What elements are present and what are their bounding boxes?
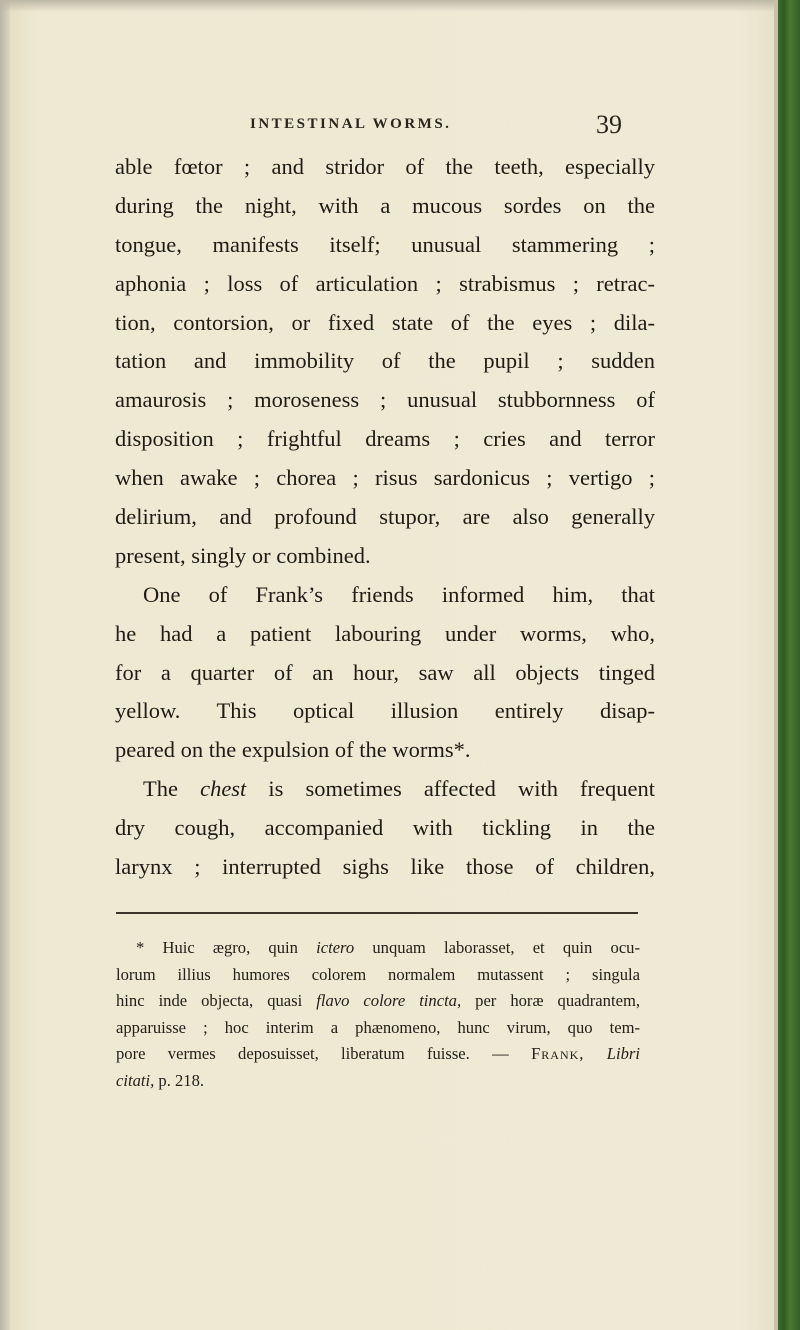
text-line: delirium, and profound stupor, are also generally (115, 504, 655, 530)
text-line: peared on the expulsion of the worms*. (115, 737, 471, 763)
text-line: he had a patient labouring under worms, who, (115, 620, 655, 646)
running-head: INTESTINAL WORMS. (250, 116, 452, 132)
footnote-rule (116, 912, 638, 914)
footnote-line (116, 1041, 640, 1068)
text-line: able fœtor ; and stridor of the teeth, especially (115, 154, 655, 179)
footnote-line (116, 935, 640, 962)
text-line: during the night, with a mucous sordes on the (115, 192, 655, 218)
text-line: tion, contorsion, or fixed state of the eyes ; dila- (115, 309, 655, 335)
author-name: Frank, (531, 1044, 585, 1064)
text-fragment: pore vermes deposuisset, liberatum fuisse. — (116, 1044, 532, 1064)
footnote-line (116, 1068, 640, 1095)
italic-word: citati, (116, 1070, 155, 1090)
text-fragment: hinc inde objecta, quasi (116, 991, 317, 1011)
italic-word: chest (200, 776, 247, 802)
italic-word: ictero (316, 938, 355, 957)
text-fragment: The (143, 776, 201, 802)
main-text (115, 148, 655, 887)
text-line: aphonia ; loss of articulation ; strabismus ; retrac- (115, 270, 655, 296)
text-line: amaurosis ; moroseness ; unusual stubbornness of (115, 387, 655, 413)
text-line: present, singly or combined. (115, 542, 371, 568)
footnote-line (116, 988, 640, 1015)
footnote (116, 935, 640, 1095)
text-line: tongue, manifests itself; unusual stammering ; (115, 231, 655, 257)
footnote-line: lorum illius humores colorem normalem mutassent ; singula (116, 964, 640, 984)
text-fragment: p. 218. (154, 1070, 205, 1090)
text-line: for a quarter of an hour, saw all objects tinged (115, 659, 655, 685)
text-fragment: * Huic ægro, quin (136, 938, 317, 957)
page-top-shadow (0, 0, 800, 12)
text-fragment: is sometimes affected with frequent (246, 776, 655, 802)
text-fragment: unquam laborasset, et quin ocu- (354, 938, 641, 957)
text-line: disposition ; frightful dreams ; cries and terror (115, 426, 655, 452)
italic-word: Libri (606, 1044, 640, 1064)
text-line: dry cough, accompanied with tickling in the (115, 815, 655, 841)
text-line: yellow. This optical illusion entirely disap- (115, 698, 655, 724)
footnote-line: apparuisse ; hoc interim a phænomeno, hunc virum, quo tem- (116, 1017, 640, 1037)
green-cover-edge (778, 0, 800, 1330)
text-line: tation and immobility of the pupil ; sudden (115, 348, 655, 374)
text-fragment: per horæ quadrantem, (461, 991, 640, 1011)
page-header (0, 106, 800, 142)
text-line (115, 770, 655, 809)
italic-phrase: flavo colore tincta, (316, 991, 462, 1011)
text-line: larynx ; interrupted sighs like those of children, (115, 854, 655, 880)
text-line: One of Frank’s friends informed him, that (143, 581, 655, 607)
text-line: when awake ; chorea ; risus sardonicus ; vertigo ; (115, 465, 655, 491)
page-gutter-shadow (0, 0, 10, 1330)
page-number: 39 (596, 110, 622, 139)
